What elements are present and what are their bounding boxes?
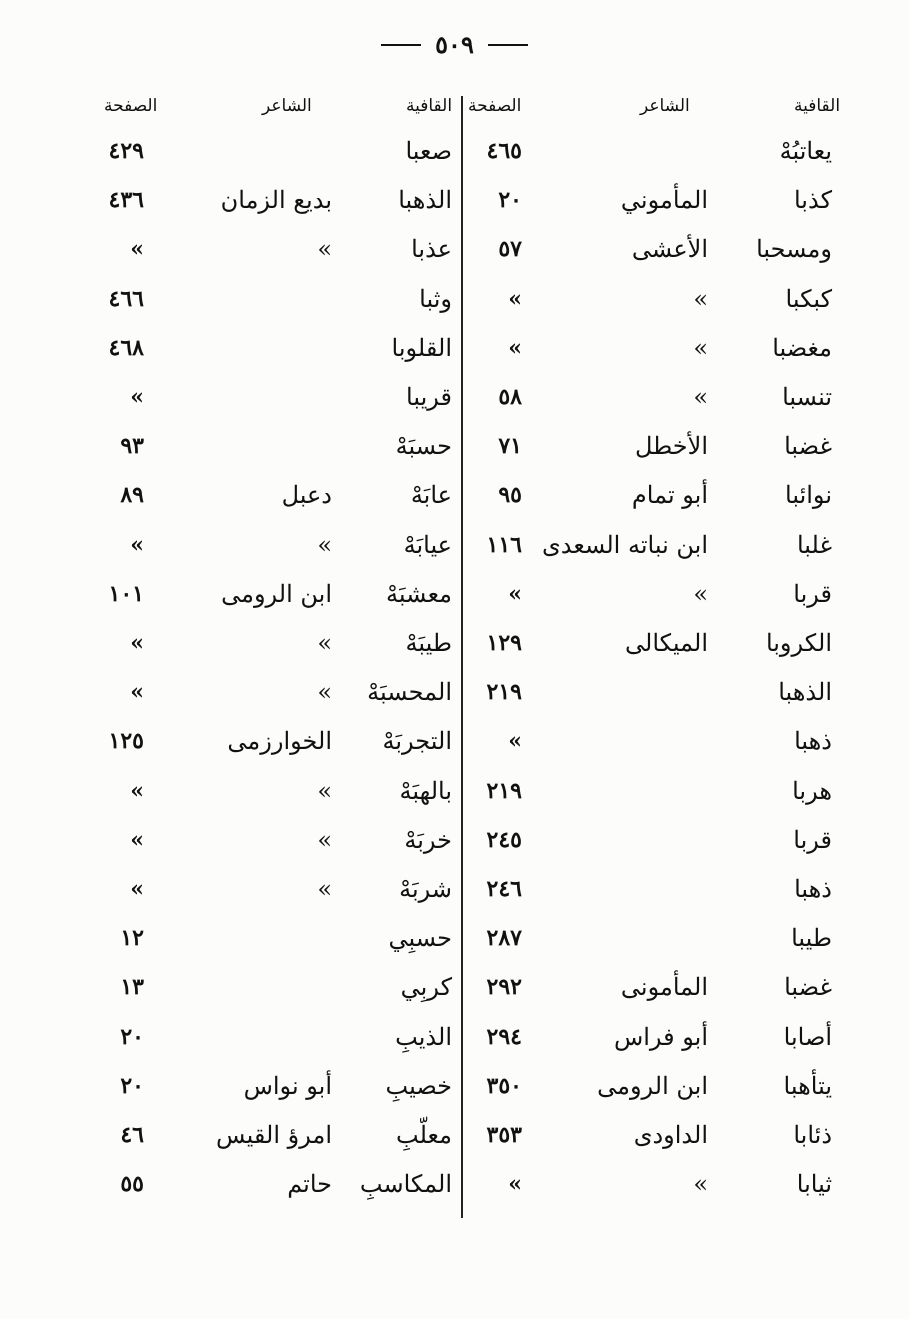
right-row-poet: الأخطل (634, 432, 708, 461)
left-row-rhyme: المكاسبِ (359, 1170, 452, 1199)
right-row-rhyme: طيبا (791, 924, 832, 953)
right-row-rhyme: مغضبا (772, 333, 832, 362)
right-row-rhyme: كبكبا (785, 284, 832, 313)
left-row-rhyme: حسبَهْ (395, 432, 452, 461)
right-row-poet: أبو فراس (613, 1022, 708, 1051)
left-row-page: ٩٣ (120, 433, 144, 460)
right-row-page: » (508, 285, 522, 312)
right-row-rhyme: تنسبا (782, 383, 832, 411)
left-row-rhyme: الذهبا (398, 186, 452, 215)
left-row-page: ٤٦٨ (108, 334, 144, 361)
right-row-page: ١٢٩ (486, 630, 522, 656)
left-row-poet: حاتم (287, 1170, 332, 1199)
right-row-rhyme: قربا (793, 579, 832, 608)
left-row-rhyme: عيابَهْ (403, 530, 452, 559)
left-row-poet: الخوارزمى (227, 727, 332, 756)
right-row-poet: الميكالى (625, 629, 708, 657)
left-row-rhyme: عابَهْ (410, 481, 452, 510)
right-row-page: ٢٨٧ (486, 925, 522, 952)
left-row-poet: » (317, 629, 332, 657)
page-number-dash-left (381, 44, 421, 46)
left-row-rhyme: بالهبَهْ (399, 776, 452, 805)
left-row-page: ١٠١ (108, 580, 144, 607)
left-row-poet: أبو نواس (243, 1071, 332, 1100)
left-row-page: ١٣ (120, 974, 144, 1001)
right-header-page: الصفحة (468, 96, 522, 116)
left-row-page: ٨٩ (120, 482, 144, 509)
right-row-rhyme: هربا (792, 776, 832, 805)
right-row-rhyme: يعاتبُهْ (779, 137, 832, 165)
left-row-rhyme: معشبَهْ (386, 579, 452, 608)
right-row-rhyme: ثيابا (796, 1170, 832, 1199)
right-row-page: ٢٤٦ (486, 876, 522, 902)
left-row-page: » (130, 531, 144, 558)
right-row-page: ٣٥٠ (486, 1072, 522, 1099)
left-row-page: ١٢ (120, 925, 144, 952)
right-row-rhyme: الكروبا (765, 629, 832, 657)
left-row-poet: » (317, 530, 332, 559)
left-row-rhyme: المحسبَهْ (367, 678, 452, 707)
left-row-rhyme: معلّبِ (396, 1121, 452, 1149)
right-row-rhyme: يتأهبا (783, 1071, 832, 1100)
right-row-rhyme: غضبا (784, 432, 832, 461)
right-row-page: » (508, 580, 522, 607)
left-row-rhyme: القلوبا (391, 333, 452, 362)
left-row-rhyme: وثبا (419, 284, 452, 313)
right-row-poet: ابن نباته السعدى (541, 530, 708, 559)
left-row-rhyme: عذبا (411, 235, 452, 264)
left-row-page: ٤٢٩ (108, 138, 144, 164)
left-row-poet: ابن الرومى (221, 579, 332, 608)
right-row-page: ٢٠ (498, 187, 522, 214)
left-row-rhyme: صعبا (405, 137, 452, 165)
left-row-page: » (130, 679, 144, 706)
left-row-rhyme: خصيبِ (385, 1071, 452, 1100)
left-row-page: » (130, 826, 144, 853)
left-row-page: ٢٠ (120, 1072, 144, 1099)
right-row-poet: المأمونى (620, 973, 708, 1002)
left-row-page: ٥٥ (120, 1171, 144, 1198)
right-row-rhyme: كذبا (793, 186, 832, 215)
left-row-rhyme: خربَهْ (404, 825, 452, 854)
left-row-page: » (130, 630, 144, 656)
right-row-page: ٢١٩ (486, 777, 522, 804)
left-row-poet: » (317, 678, 332, 707)
right-row-poet: » (693, 383, 708, 411)
right-header-poet: الشاعر (640, 96, 690, 116)
right-header-rhyme: القافية (794, 96, 841, 116)
right-row-poet: » (693, 284, 708, 313)
left-row-page: ٢٠ (120, 1023, 144, 1050)
right-row-rhyme: أصابا (783, 1022, 832, 1051)
left-row-page: ٤٦٦ (108, 285, 144, 312)
right-row-page: » (508, 728, 522, 755)
right-row-page: ٥٨ (498, 384, 522, 410)
left-row-poet: » (317, 825, 332, 854)
right-row-rhyme: قربا (793, 825, 832, 854)
right-row-page: ١١٦ (486, 531, 522, 558)
left-row-rhyme: التجربَهْ (382, 727, 452, 756)
left-row-poet: بديع الزمان (220, 186, 332, 215)
right-row-page: ٩٥ (498, 482, 522, 509)
right-row-page: » (508, 334, 522, 361)
left-row-rhyme: شربَهْ (399, 875, 452, 903)
right-row-page: ٢٩٢ (486, 974, 522, 1001)
left-row-rhyme: قريبا (406, 383, 452, 411)
right-row-rhyme: ومسحبا (756, 235, 832, 264)
left-row-page: ٤٦ (120, 1122, 144, 1148)
right-row-poet: الداودى (633, 1121, 708, 1149)
left-row-rhyme: طيبَهْ (405, 629, 452, 657)
left-row-rhyme: كربِي (400, 973, 452, 1002)
right-row-poet: ابن الرومى (597, 1071, 708, 1100)
left-row-rhyme: حسبِي (388, 924, 452, 953)
column-divider (461, 96, 463, 1218)
left-row-page: ٤٣٦ (108, 187, 144, 214)
left-row-page: ١٢٥ (108, 728, 144, 755)
left-header-page: الصفحة (104, 96, 158, 116)
right-row-page: ٣٥٣ (486, 1122, 522, 1148)
right-row-rhyme: نوائبا (785, 481, 832, 510)
right-row-rhyme: الذهبا (778, 678, 832, 707)
left-row-poet: » (317, 235, 332, 264)
left-row-page: » (130, 777, 144, 804)
right-row-page: ٧١ (498, 433, 522, 460)
right-row-poet: أبو تمام (631, 481, 708, 510)
right-row-page: ٤٦٥ (486, 138, 522, 164)
right-row-rhyme: ذهبا (794, 727, 832, 756)
right-row-page: ٢٩٤ (486, 1023, 522, 1050)
right-row-rhyme: غلبا (796, 530, 832, 559)
left-header-poet: الشاعر (262, 96, 312, 116)
page-number-dash-right (488, 44, 528, 46)
left-header-rhyme: القافية (406, 96, 453, 116)
right-row-rhyme: غضبا (784, 973, 832, 1002)
right-row-page: ٥٧ (498, 236, 522, 263)
page-number-value: ٥٠٩ (435, 30, 474, 59)
left-row-poet: دعبل (281, 481, 332, 510)
right-row-rhyme: ذهبا (794, 875, 832, 903)
right-row-page: ٢١٩ (486, 679, 522, 706)
right-row-poet: الأعشى (631, 235, 708, 264)
left-row-poet: امرؤ القيس (216, 1121, 332, 1149)
left-row-page: » (130, 384, 144, 410)
left-row-page: » (130, 236, 144, 263)
right-row-poet: » (693, 1170, 708, 1199)
page-number (0, 30, 909, 59)
left-row-rhyme: الذيبِ (395, 1022, 452, 1051)
right-row-poet: » (693, 333, 708, 362)
left-row-poet: » (317, 776, 332, 805)
right-row-poet: » (693, 579, 708, 608)
right-row-rhyme: ذئابا (793, 1121, 832, 1149)
right-row-poet: المأموني (620, 186, 708, 215)
left-row-page: » (130, 876, 144, 902)
right-row-page: » (508, 1171, 522, 1198)
right-row-page: ٢٤٥ (486, 826, 522, 853)
left-row-poet: » (317, 875, 332, 903)
